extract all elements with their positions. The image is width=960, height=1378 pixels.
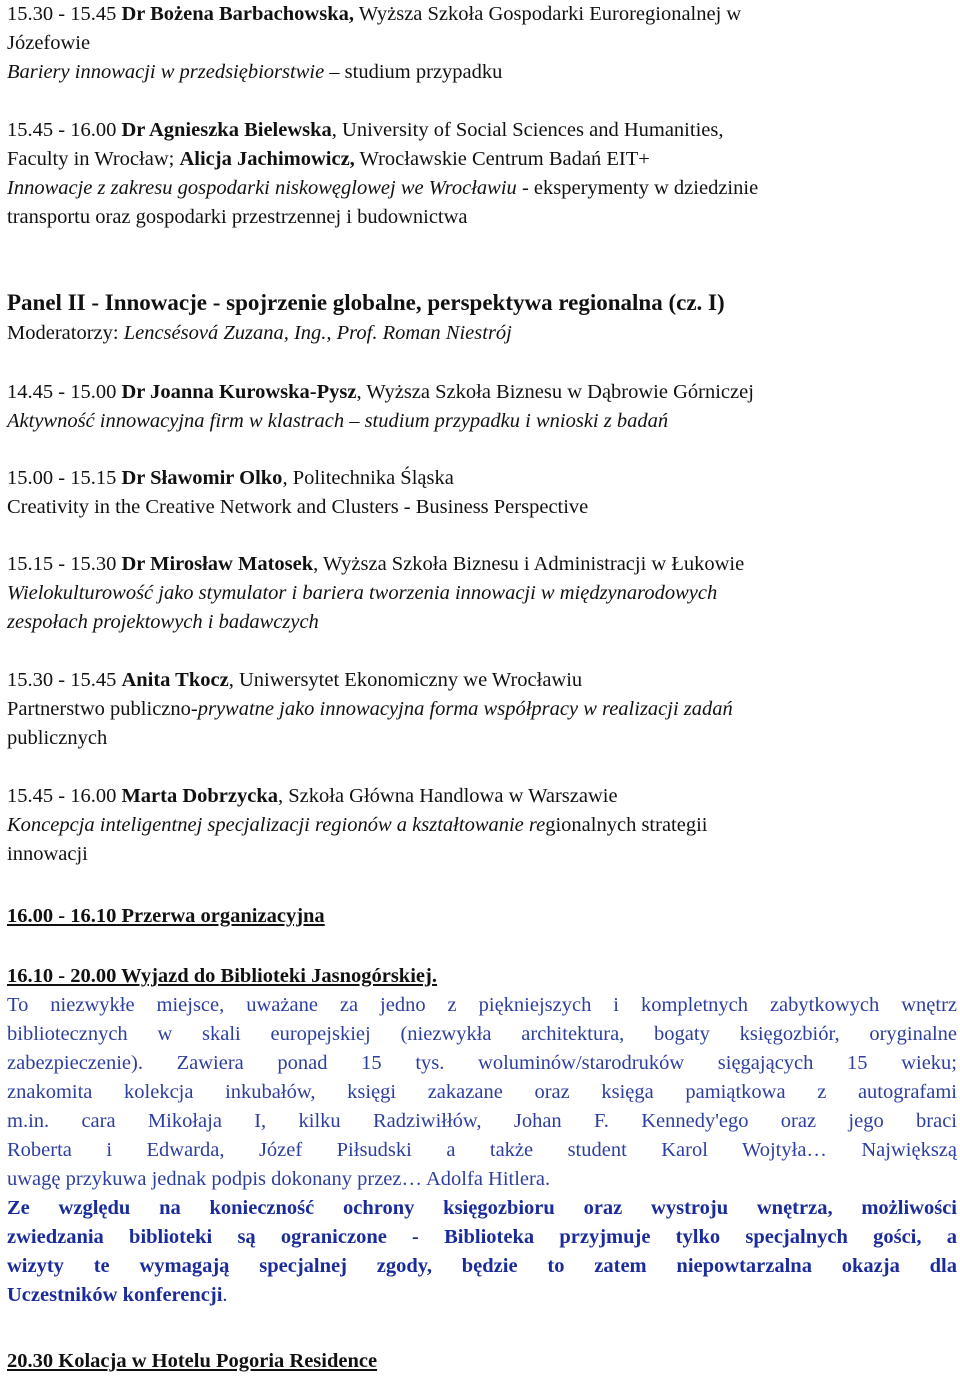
session-time: 15.30 - 15.45 bbox=[7, 3, 117, 25]
affiliation-continued: Józefowie bbox=[7, 32, 91, 54]
dinner-heading: 20.30 Kolacja w Hotelu Pogoria Residence bbox=[7, 1350, 378, 1372]
trip-description-line: Roberta i Edwarda, Józef Piłsudski a także student Karol Wojtyła… Największą bbox=[7, 1139, 957, 1161]
speaker-name: Anita Tkocz bbox=[121, 669, 229, 691]
affiliation: , Politechnika Śląska bbox=[282, 467, 454, 489]
trip-description-line: zabezpieczenie). Zawiera ponad 15 tys. woluminów/starodruków sięgających 15 wieku; bbox=[7, 1052, 957, 1074]
talk-title-continued: innowacji bbox=[7, 843, 88, 865]
talk-title: Partnerstwo publiczno-prywatne jako innowacyjna forma współpracy w realizacji zadań bbox=[7, 698, 733, 720]
panel-title: Panel II - Innowacje - spojrzenie globalne, perspektywa regionalna (cz. I) bbox=[7, 290, 725, 315]
panel-section bbox=[7, 288, 957, 348]
talk-title-continued: transportu oraz gospodarki przestrzennej i budownictwa bbox=[7, 206, 468, 228]
affiliation: , Wyższa Szkoła Biznesu i Administracji w Łukowie bbox=[313, 553, 745, 575]
talk-title: Innowacje z zakresu gospodarki niskowęglowej we Wrocławiu - eksperymenty w dziedzinie bbox=[7, 177, 759, 199]
trip-notice-line: zwiedzania biblioteki są ograniczone - Biblioteka przyjmuje tylko specjalnych gości, a bbox=[7, 1226, 957, 1248]
speaker-name: Marta Dobrzycka bbox=[121, 785, 279, 807]
talk-title: Wielokulturowość jako stymulator i bariera tworzenia innowacji w międzynarodowych bbox=[7, 582, 718, 604]
session-matosek bbox=[7, 550, 957, 637]
trip-description-line: uwagę przykuwa jednak podpis dokonany przez… Adolfa Hitlera. bbox=[7, 1168, 551, 1190]
session-header bbox=[7, 116, 957, 145]
session-tkocz bbox=[7, 666, 957, 753]
talk-title: Koncepcja inteligentnej specjalizacji regionów a kształtowanie regionalnych strategii bbox=[7, 814, 708, 836]
break-heading: 16.00 - 16.10 Przerwa organizacyjna bbox=[7, 905, 325, 927]
speaker-name: Dr Mirosław Matosek bbox=[121, 553, 314, 575]
talk-title: Bariery innowacji w przedsiębiorstwie – studium przypadku bbox=[7, 61, 503, 83]
talk-title: Creativity in the Creative Network and Clusters - Business Perspective bbox=[7, 496, 589, 518]
speaker-name: Dr Sławomir Olko bbox=[121, 467, 283, 489]
trip-notice-line: Ze względu na konieczność ochrony księgozbioru oraz wystroju wnętrza, możliwości bbox=[7, 1197, 957, 1219]
speaker-name: Dr Agnieszka Bielewska bbox=[121, 119, 332, 141]
trip-description-line: m.in. cara Mikołaja I, kilku Radziwiłłów, Johan F. Kennedy'ego oraz jego braci bbox=[7, 1110, 957, 1132]
session-barbachowska bbox=[7, 0, 957, 87]
talk-title-continued: zespołach projektowych i badawczych bbox=[7, 611, 319, 633]
trip-description-line: bibliotecznych w skali europejskiej (niezwykła architektura, bogaty księgozbiór, oryginalne bbox=[7, 1023, 957, 1045]
session-time: 14.45 - 15.00 bbox=[7, 381, 117, 403]
affiliation: , University of Social Sciences and Humanities, bbox=[331, 119, 724, 141]
trip-description-line: znakomita kolekcja inkubałów, księgi zakazane oraz księga pamiątkowa z autografami bbox=[7, 1081, 957, 1103]
speaker-name: Dr Bożena Barbachowska, bbox=[121, 3, 354, 25]
session-time: 15.45 - 16.00 bbox=[7, 785, 117, 807]
session-kurowska-pysz bbox=[7, 378, 957, 436]
speaker-name-2: Alicja Jachimowicz, bbox=[179, 148, 355, 170]
speaker-name: Dr Joanna Kurowska-Pysz bbox=[121, 381, 357, 403]
session-time: 15.15 - 15.30 bbox=[7, 553, 117, 575]
session-header bbox=[7, 666, 957, 695]
affiliation: Wyższa Szkoła Gospodarki Euroregionalnej w bbox=[354, 3, 742, 25]
trip-section bbox=[7, 962, 957, 1310]
affiliation-continued: Faculty in Wrocław; Alicja Jachimowicz, Wrocławskie Centrum Badań EIT+ bbox=[7, 148, 650, 170]
session-header bbox=[7, 0, 957, 29]
panel-moderators: Moderatorzy: Lencsésová Zuzana, Ing., Prof. Roman Niestrój bbox=[7, 322, 512, 344]
session-header bbox=[7, 464, 957, 493]
break-section bbox=[7, 902, 957, 931]
affiliation: , Wyższa Szkoła Biznesu w Dąbrowie Górniczej bbox=[356, 381, 754, 403]
session-time: 15.00 - 15.15 bbox=[7, 467, 117, 489]
session-dobrzycka bbox=[7, 782, 957, 869]
trip-heading: 16.10 - 20.00 Wyjazd do Biblioteki Jasnogórskiej. bbox=[7, 965, 437, 987]
talk-title: Aktywność innowacyjna firm w klastrach – studium przypadku i wnioski z badań bbox=[7, 410, 669, 432]
affiliation: , Szkoła Główna Handlowa w Warszawie bbox=[278, 785, 618, 807]
session-header bbox=[7, 782, 957, 811]
session-header bbox=[7, 378, 957, 407]
trip-description bbox=[7, 991, 957, 1194]
session-olko bbox=[7, 464, 957, 522]
session-header bbox=[7, 550, 957, 579]
trip-notice-line: wizyty te wymagają specjalnej zgody, będzie to zatem niepowtarzalna okazja dla bbox=[7, 1255, 957, 1277]
trip-notice-line: Uczestników konferencji. bbox=[7, 1284, 228, 1306]
talk-title-continued: publicznych bbox=[7, 727, 108, 749]
affiliation: , Uniwersytet Ekonomiczny we Wrocławiu bbox=[228, 669, 583, 691]
session-bielewska bbox=[7, 116, 957, 232]
trip-description-line: To niezwykłe miejsce, uważane za jedno z piękniejszych i kompletnych zabytkowych wnętrz bbox=[7, 994, 957, 1016]
dinner-section bbox=[7, 1347, 957, 1376]
session-time: 15.30 - 15.45 bbox=[7, 669, 117, 691]
session-time: 15.45 - 16.00 bbox=[7, 119, 117, 141]
trip-notice bbox=[7, 1194, 957, 1310]
